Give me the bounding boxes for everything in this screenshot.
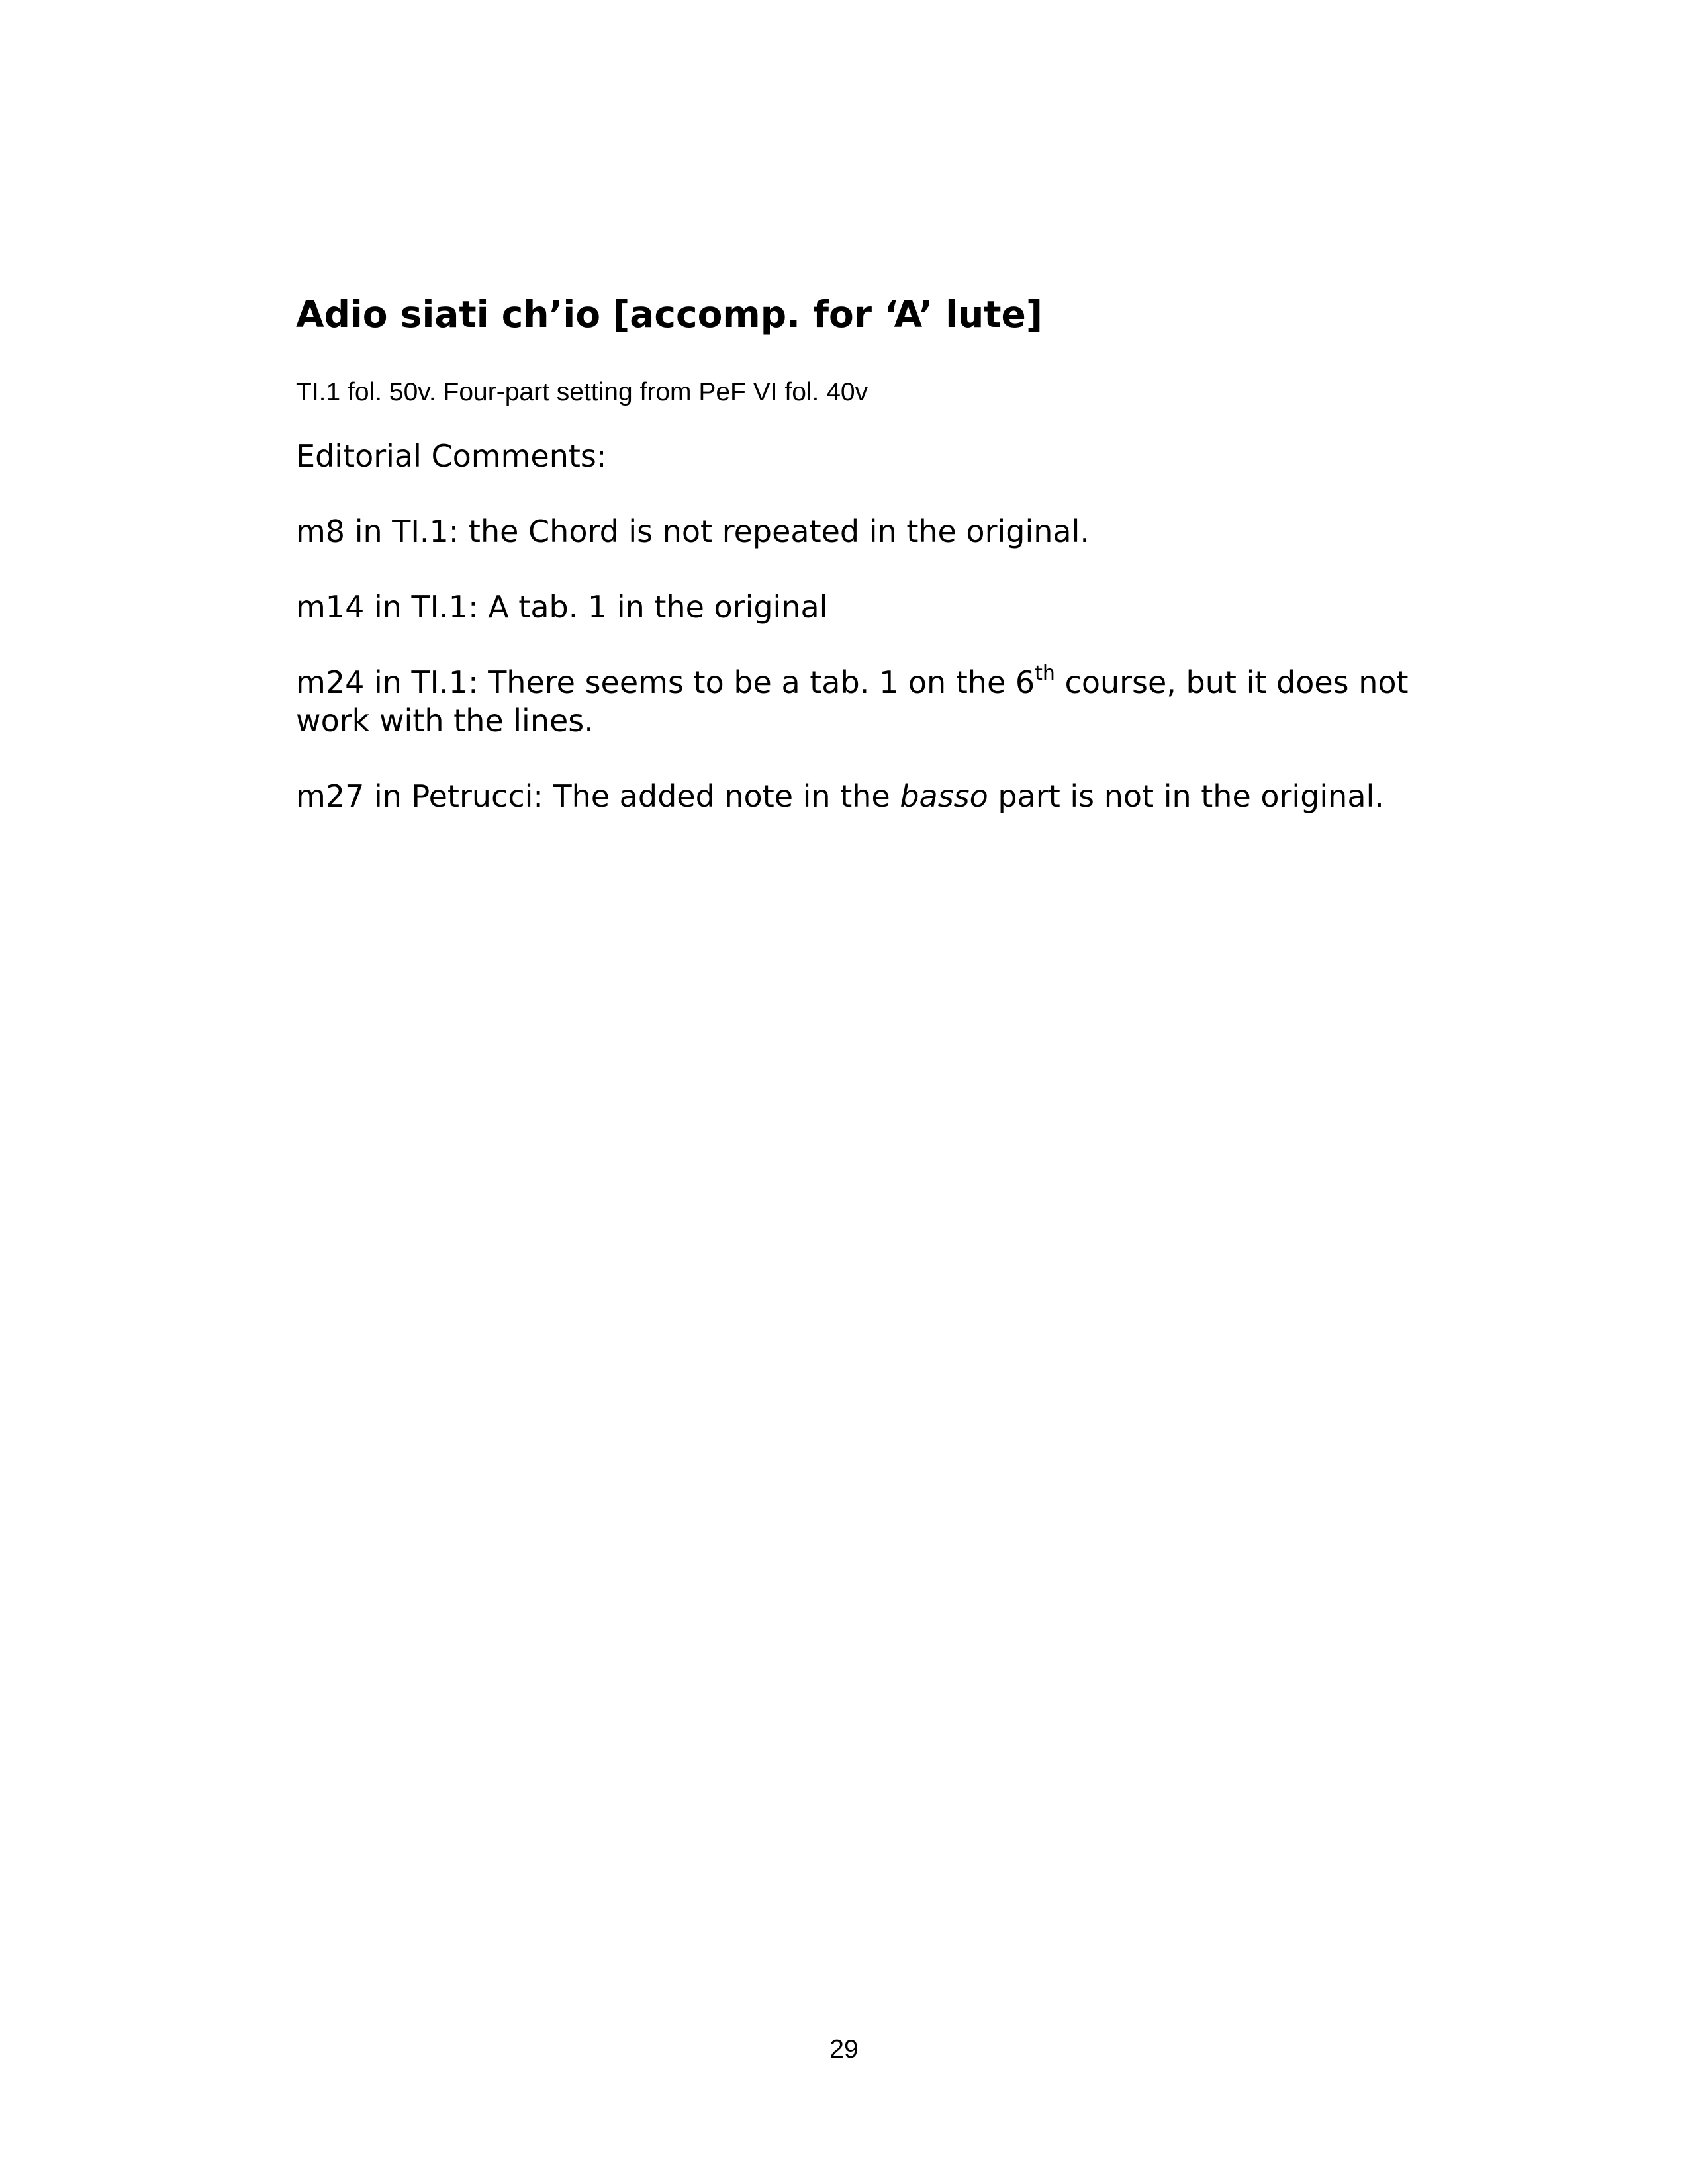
- italic-term: basso: [900, 778, 988, 814]
- comment-m14: m14 in TI.1: A tab. 1 in the original: [296, 589, 828, 625]
- comments-heading: Editorial Comments:: [296, 438, 607, 474]
- page-number: 29: [829, 2035, 859, 2064]
- page-content: [296, 291, 1434, 815]
- comment-m27-text-start: m27 in Petrucci: The added note in the: [296, 778, 900, 814]
- ordinal-superscript: th: [1035, 661, 1055, 685]
- comment-m24-text-end: course, but it does not work with the lines.: [296, 664, 1409, 739]
- comment-m27-text-end: part is not in the original.: [988, 778, 1384, 814]
- source-line: TI.1 fol. 50v. Four-part setting from PeF VI fol. 40v: [296, 378, 868, 406]
- page-title: Adio siati ch’io [accomp. for ‘A’ lute]: [296, 293, 1043, 336]
- comment-m24-text-start: m24 in TI.1: There seems to be a tab. 1 on the 6: [296, 664, 1035, 700]
- comment-m27: [296, 777, 1434, 815]
- comment-m24: [296, 663, 1434, 740]
- comment-m8: m8 in TI.1: the Chord is not repeated in the original.: [296, 514, 1090, 549]
